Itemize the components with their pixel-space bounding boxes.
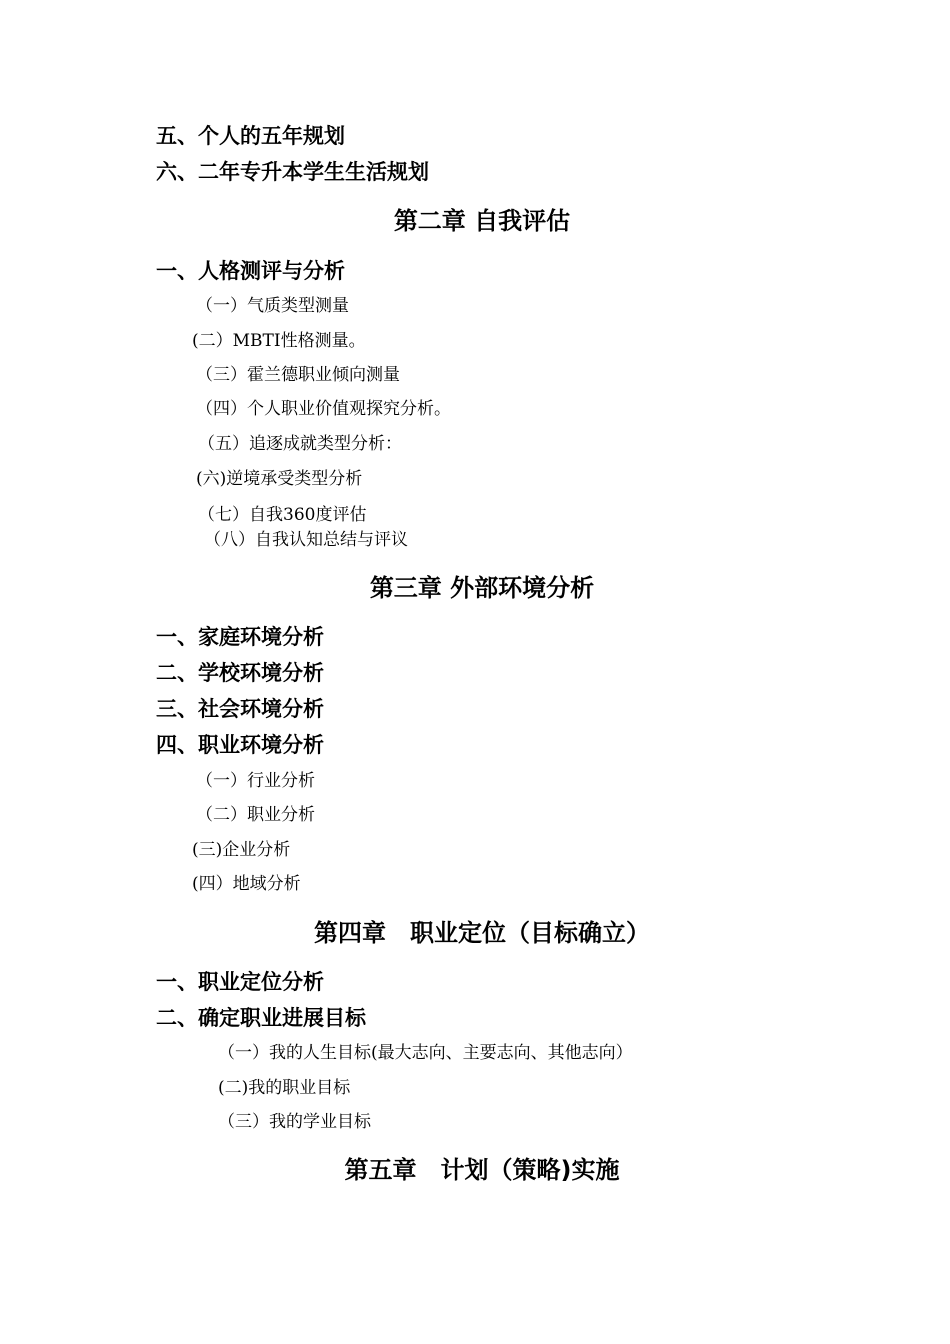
subsection-item: （一）气质类型测量 <box>196 296 349 316</box>
subsection-item: （八）自我认知总结与评议 <box>204 530 408 550</box>
section-heading: 一、家庭环境分析 <box>156 625 324 649</box>
chapter-heading: 第二章 自我评估 <box>393 207 571 235</box>
chapter-heading: 第三章 外部环境分析 <box>369 574 595 602</box>
subsection-item: （三）霍兰德职业倾向测量 <box>196 365 400 385</box>
chapter-heading: 第四章 职业定位（目标确立） <box>314 919 650 947</box>
subsection-item: （三）我的学业目标 <box>218 1112 371 1132</box>
section-heading: 六、二年专升本学生生活规划 <box>156 160 429 184</box>
subsection-item: （一）行业分析 <box>196 771 315 791</box>
subsection-item: （四）个人职业价值观探究分析。 <box>196 399 451 419</box>
section-heading: 二、确定职业进展目标 <box>156 1006 366 1030</box>
chapter-heading: 第五章 计划（策略)实施 <box>344 1156 620 1184</box>
subsection-item: (二)我的职业目标 <box>218 1078 351 1098</box>
section-heading: 四、职业环境分析 <box>156 733 324 757</box>
subsection-item: （七）自我360度评估 <box>198 505 367 525</box>
subsection-item: (二）MBTI性格测量。 <box>192 331 366 351</box>
subsection-item: （二）职业分析 <box>196 805 315 825</box>
subsection-item: (三)企业分析 <box>192 840 291 860</box>
subsection-item: （一）我的人生目标(最大志向、主要志向、其他志向） <box>218 1043 633 1063</box>
subsection-item: （五）追逐成就类型分析： <box>198 434 402 454</box>
section-heading: 三、社会环境分析 <box>156 697 324 721</box>
section-heading: 二、学校环境分析 <box>156 661 324 685</box>
section-heading: 一、人格测评与分析 <box>156 259 345 283</box>
subsection-item: (六)逆境承受类型分析 <box>196 469 363 489</box>
section-heading: 五、个人的五年规划 <box>156 124 345 148</box>
section-heading: 一、职业定位分析 <box>156 970 324 994</box>
subsection-item: (四）地域分析 <box>192 874 301 894</box>
